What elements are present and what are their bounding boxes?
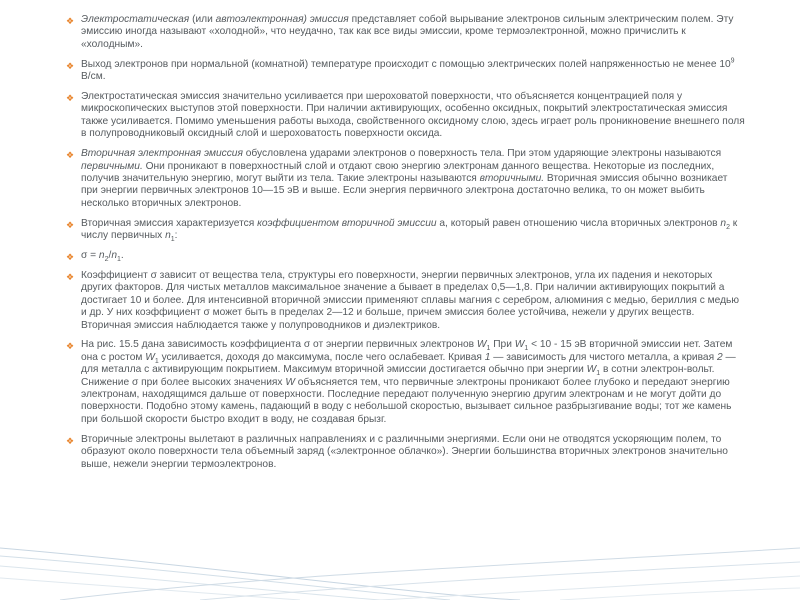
- subscript: 1: [117, 256, 121, 264]
- term-primary: первичными.: [81, 160, 143, 172]
- bullet-diamond-icon: ❖: [66, 219, 75, 230]
- term-coefficient: коэффициентом вторичной эмиссии: [257, 217, 437, 229]
- bullet-diamond-icon: ❖: [66, 271, 75, 282]
- bullet-diamond-icon: ❖: [66, 16, 75, 26]
- subscript: 1: [154, 357, 159, 365]
- symbol-w: W: [586, 364, 597, 376]
- text: .: [120, 250, 124, 261]
- bullet-diamond-icon: ❖: [66, 435, 75, 446]
- subscript: 2: [104, 256, 109, 264]
- curve-label: 2: [716, 351, 723, 363]
- text: Электростатическая эмиссия значительно усиливается при шероховатой поверхности, что объясняется концентрацией поля у микроскопических выступов этой поверхности. При наличии активирующих, особенно оксидных, покрытий электростатическая эмиссия также усиливается. Помимо уменьшения работы выхода, свойственного оксидному слою, здесь играет роль проникновение внешнего поля в полупроводниковый оксидный слой и шероховатость поверхности оксида.: [81, 91, 745, 140]
- paragraph-field-emission-definition: [66, 14, 746, 51]
- symbol-w: W: [476, 339, 487, 351]
- text: Вторичная эмиссия характеризуется: [81, 217, 258, 229]
- paragraph-figure-description: [66, 339, 746, 426]
- text: На рис. 15.5 дана зависимость коэффициента σ от энергии первичных электронов: [81, 339, 477, 351]
- paragraph-secondary-emission: [66, 148, 746, 210]
- paragraph-electron-cloud: [66, 434, 746, 471]
- text: /: [108, 250, 112, 261]
- curve-label: 1: [484, 351, 491, 363]
- symbol-w: W: [285, 376, 295, 388]
- paragraph-coefficient-factors: [66, 270, 746, 332]
- bullet-diamond-icon: ❖: [66, 252, 75, 262]
- text: В/см.: [81, 71, 106, 83]
- bullet-diamond-icon: ❖: [66, 341, 75, 352]
- subscript: 1: [596, 370, 601, 378]
- term-autoelectronic: автоэлектронная) эмиссия: [215, 14, 349, 25]
- bullet-diamond-icon: ❖: [66, 60, 75, 71]
- term-secondary-emission: Вторичная электронная эмиссия: [81, 148, 243, 160]
- symbol-w: W: [514, 339, 525, 351]
- paragraph-field-strength: [66, 59, 746, 84]
- paragraph-coefficient-definition: [66, 218, 746, 243]
- text: — для металла с активирующим покрытием. Максимум вторичной эмиссии достигается обычно при энергии: [81, 351, 736, 376]
- text: представляет собой вырывание электронов сильным электрическим полем. Эту эмиссию иногда называют «холодной», что неудачно, так как все виды эмиссии, кроме термоэлектронной, можно причислить к «холодным».: [81, 14, 734, 50]
- text: объясняется тем, что первичные электроны проникают более глубоко и передают энергию электронам, находящимся дальше от поверхности. Последние передают полученную энергию другим электронам и не могут дойти до поверхности. Подобно этому камень, падающий в воду с небольшой скоростью, вызывает сильное разбрызгивание воды; тот же камень при большой скорости быстро входит в воду, не создавая брызг.: [81, 376, 732, 425]
- text: усиливается, доходя до максимума, после чего ослабевает. Кривая: [158, 351, 485, 363]
- term-electrostatic: Электростатическая: [81, 14, 190, 25]
- text: Коэффициент σ зависит от вещества тела, структуры его поверхности, энергии первичных электронов, угла их падения и некоторых других факторов. Для чистых металлов максимальное значение а бывает в пределах 0,5—1,8. При наличии активирующих покрытий а достигает 10 и более. Для интенсивной вторичной эмиссии применяют сплавы магния с серебром, алюминия с медью, бериллия с медью и др. У них коэффициент σ может быть в пределах 2—12 и больше, причем эмиссия более устойчива, нежели у других веществ. Вторичная эмиссия наблюдается также у полупроводников и диэлектриков.: [81, 269, 739, 331]
- text: Вторичные электроны вылетают в различных направлениях и с различными энергиями. Если они не отводятся ускоряющим полем, то образуют около поверхности тела объемный заряд («электронное облачко»). Энергии большинства вторичных электронов значительно выше, нежели энергии термоэлектронов.: [81, 433, 728, 470]
- subscript: 1: [524, 345, 529, 353]
- text: Вторичная эмиссия обычно возникает при энергии первичных электронов 10—15 эВ и выше. Если энергия первичного электрона достаточно велика, то он может выбить несколько вторичных электронов.: [81, 172, 728, 209]
- text: Они проникают в поверхностный слой и отдают свою энергию электронам данного вещества. Некоторые из последних, получив значительную энергию, могут выйти из тела. Такие электроны называются: [81, 160, 715, 184]
- symbol-n: n: [98, 250, 105, 261]
- bullet-diamond-icon: ❖: [66, 93, 75, 104]
- text: обусловлена ударами электронов о поверхность тела. При этом ударяющие электроны называются: [242, 148, 722, 160]
- subscript: 1: [170, 236, 175, 244]
- symbol-n: n: [111, 250, 117, 261]
- text: к числу первичных: [81, 217, 738, 242]
- text: (или: [189, 14, 216, 25]
- text: σ =: [81, 250, 99, 261]
- symbol-w: W: [145, 351, 155, 363]
- subscript: 2: [726, 223, 730, 231]
- symbol-n: n: [165, 230, 171, 242]
- paragraph-formula: [66, 250, 746, 262]
- document-body: [66, 14, 746, 479]
- text: < 10 - 15 эВ вторичной эмиссии нет. Затем она с ростом: [81, 339, 733, 363]
- text: При: [490, 339, 515, 351]
- superscript: 9: [730, 57, 735, 65]
- term-secondary: вторичными.: [479, 172, 545, 184]
- text: — зависимость для чистого металла, а кривая: [490, 351, 717, 363]
- text: Выход электронов при нормальной (комнатной) температуре происходит с помощью электрических полей напряженностью не менее 10: [81, 58, 731, 70]
- paragraph-rough-surface: [66, 91, 746, 141]
- text: :: [174, 230, 178, 242]
- symbol-n: n: [720, 217, 727, 229]
- text: a, который равен отношению числа вторичных электронов: [436, 217, 721, 229]
- bullet-diamond-icon: ❖: [66, 150, 75, 161]
- text: в сотни электрон-вольт. Снижение σ при более высоких значениях: [81, 364, 715, 388]
- subscript: 1: [486, 345, 491, 353]
